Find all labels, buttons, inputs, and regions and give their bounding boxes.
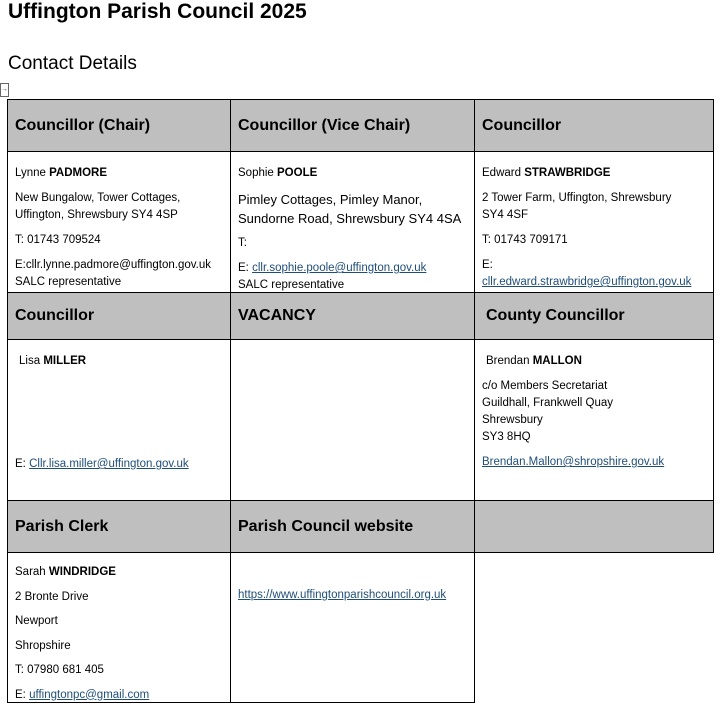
- contact-name: Lynne PADMORE: [15, 165, 223, 182]
- header-councillor-chair: [7, 99, 231, 152]
- contact-name: Sarah WINDRIDGE: [15, 560, 223, 585]
- address-line: New Bungalow, Tower Cottages,: [15, 190, 223, 207]
- contact-name: Sophie POOLE: [238, 165, 467, 182]
- document-subtitle: Contact Details: [8, 53, 137, 75]
- contact-name: Lisa MILLER: [19, 353, 223, 370]
- phone-number: T: 07980 681 405: [15, 658, 223, 683]
- website-cell: [230, 552, 475, 703]
- contact-cell-windridge: [7, 552, 231, 703]
- address-line: SY4 4SF: [482, 207, 706, 224]
- contact-name: Brendan MALLON: [486, 353, 706, 370]
- header-label: Councillor (Vice Chair): [238, 117, 410, 135]
- address-line: Shrewsbury: [482, 412, 706, 429]
- email-link[interactable]: uffingtonpc@gmail.com: [29, 689, 149, 701]
- header-label: VACANCY: [238, 307, 316, 325]
- phone-number: T: 01743 709171: [482, 232, 706, 249]
- address-line: Sundorne Road, Shrewsbury SY4 4SA: [238, 209, 467, 228]
- header-parish-clerk: [7, 500, 231, 553]
- email-link[interactable]: Cllr.lisa.miller@uffington.gov.uk: [29, 458, 189, 470]
- address-block: [482, 378, 706, 471]
- header-label: Parish Council website: [238, 518, 413, 536]
- contact-cell-strawbridge: [474, 151, 714, 293]
- email-line: E: cllr.sophie.poole@uffington.gov.uk: [238, 260, 467, 277]
- header-councillor: [474, 99, 714, 152]
- contact-name: Edward STRAWBRIDGE: [482, 165, 706, 182]
- header-label: County Councillor: [486, 307, 625, 325]
- address-line: 2 Tower Farm, Uffington, Shrewsbury: [482, 190, 706, 207]
- contact-cell-padmore: [7, 151, 231, 293]
- address-line: Pimley Cottages, Pimley Manor,: [238, 190, 467, 209]
- email-line: E: uffingtonpc@gmail.com: [15, 683, 223, 707]
- header-label: Councillor: [482, 117, 561, 135]
- header-county-councillor: [474, 292, 714, 340]
- phone-number: T: 01743 709524: [15, 232, 223, 249]
- header-label: Councillor: [15, 307, 94, 325]
- email-link[interactable]: cllr.sophie.poole@uffington.gov.uk: [252, 262, 426, 274]
- address-line: SY3 8HQ: [482, 429, 706, 446]
- header-vacancy: [230, 292, 475, 340]
- document-title: Uffington Parish Council 2025: [8, 0, 307, 24]
- role-note: SALC representative: [238, 277, 467, 294]
- table-anchor-icon[interactable]: →: [0, 83, 9, 97]
- website-link[interactable]: https://www.uffingtonparishcouncil.org.uk: [238, 587, 467, 604]
- role-note: SALC representative: [15, 274, 223, 291]
- email-address: E:cllr.lynne.padmore@uffington.gov.uk: [15, 257, 223, 274]
- contact-cell-miller: [7, 339, 231, 501]
- email-line: E: Cllr.lisa.miller@uffington.gov.uk: [15, 456, 189, 473]
- header-label: Parish Clerk: [15, 518, 108, 536]
- address-line: Guildhall, Frankwell Quay: [482, 395, 706, 412]
- header-councillor-miller: [7, 292, 231, 340]
- email-prefix: E:: [482, 257, 706, 274]
- address-line: c/o Members Secretariat: [482, 378, 706, 395]
- address-line: Newport: [15, 609, 223, 634]
- vacancy-cell: [230, 339, 475, 501]
- address-line: Uffington, Shrewsbury SY4 4SP: [15, 207, 223, 224]
- header-empty: [474, 500, 714, 553]
- contact-cell-poole: [230, 151, 475, 293]
- email-link[interactable]: Brendan.Mallon@shropshire.gov.uk: [482, 454, 706, 471]
- address-line: Shropshire: [15, 634, 223, 659]
- header-parish-council-website: [230, 500, 475, 553]
- phone-number: T:: [238, 235, 467, 252]
- contact-cell-mallon: [474, 339, 714, 501]
- header-label: Councillor (Chair): [15, 117, 150, 135]
- address-line: 2 Bronte Drive: [15, 585, 223, 610]
- email-link[interactable]: cllr.edward.strawbridge@uffington.gov.uk: [482, 274, 706, 291]
- header-councillor-vice-chair: [230, 99, 475, 152]
